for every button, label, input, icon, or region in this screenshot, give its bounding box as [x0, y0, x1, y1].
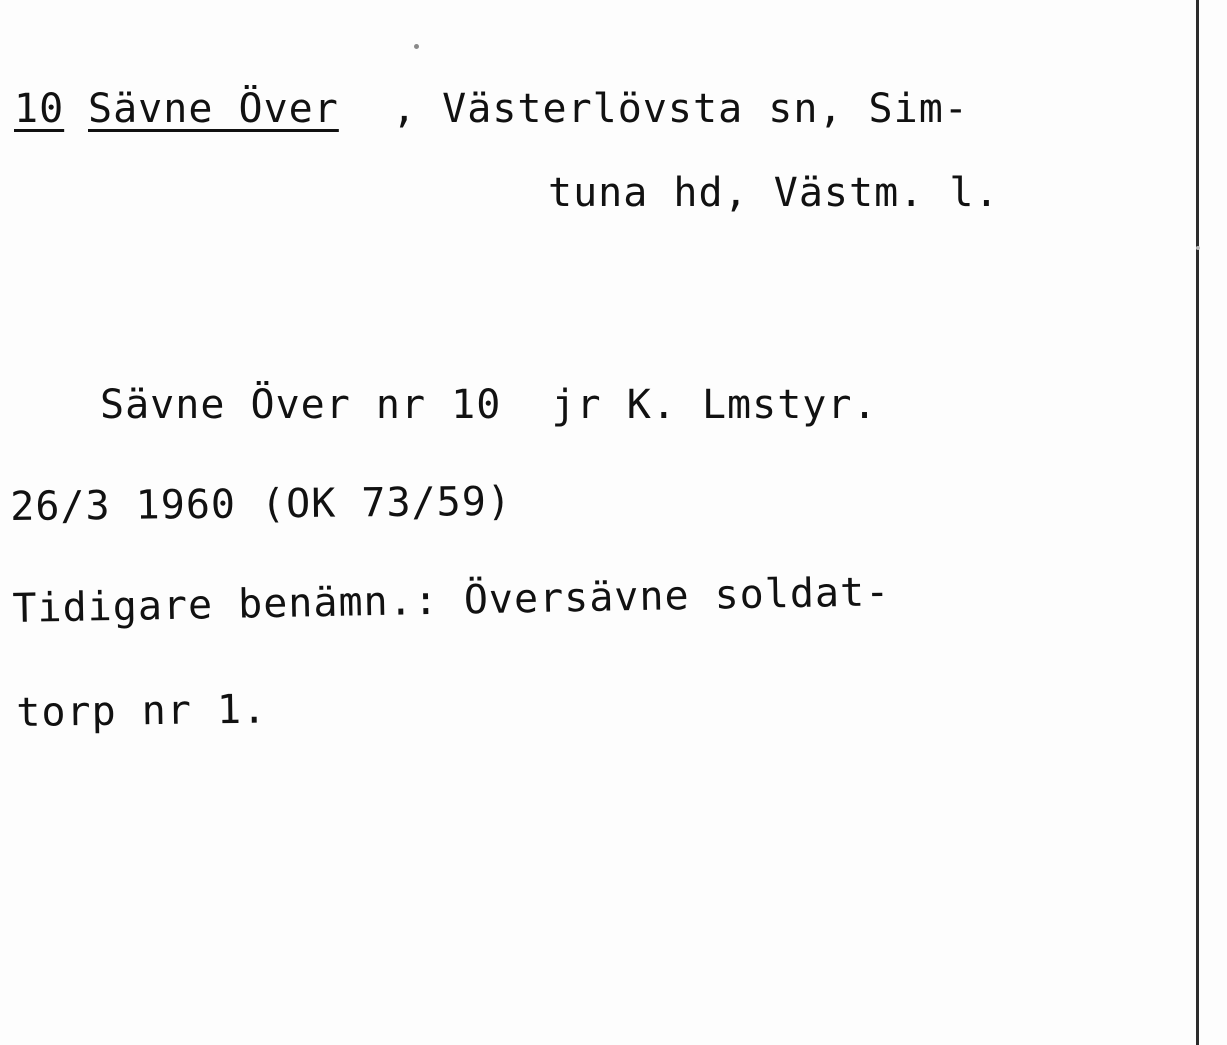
body-line-2: 26/3 1960 (OK 73/59): [10, 478, 513, 530]
card-right-edge: [1196, 0, 1199, 1045]
place-name: Sävne Över: [88, 86, 339, 132]
header-line-1-rest: , Västerlövsta sn, Sim-: [392, 86, 969, 132]
body-line-4: torp nr 1.: [16, 686, 268, 736]
body-line-1: Sävne Över nr 10 jr K. Lmstyr.: [100, 382, 878, 428]
header-line-2: tuna hd, Västm. l.: [548, 170, 1000, 216]
body-line-3: Tidigare benämn.: Översävne soldat-: [12, 569, 891, 632]
entry-number: 10: [14, 86, 65, 132]
scan-speck: [1196, 246, 1200, 250]
scan-speck: [414, 44, 419, 49]
